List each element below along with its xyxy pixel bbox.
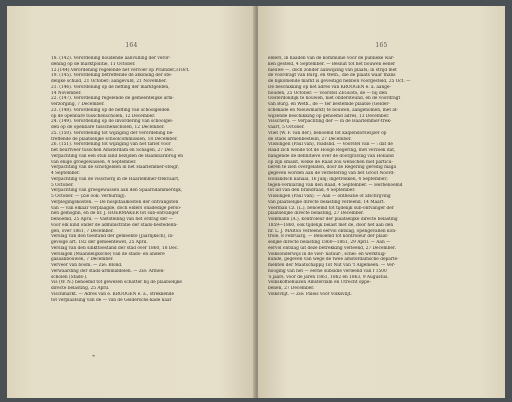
index-line: van plaatselijke directe belasting verleend, 14 Maart. <box>268 199 385 205</box>
index-line: eervol ontslag uit deze betrekking verleend, 27 December. <box>268 245 396 251</box>
index-line: hangende de definitieve over de doorgraving van Holland <box>268 153 394 159</box>
index-line: het beurtveer tusschen Amsterdam en Schagen, 27 Dec. <box>51 148 175 153</box>
index-line: 23. (148). Verordening op de heffing van schoolgelden <box>51 107 170 113</box>
index-line: voor elk kind onder de administratie der stads-bestedelin- <box>51 222 178 228</box>
index-line: Volksonderwijs in de vier- natuur-, schei- en werktuig- <box>268 251 387 257</box>
index-text-block <box>51 56 243 303</box>
index-line: houden, 25 October. — Voorstel ZEGERS, de — bij den <box>268 90 388 96</box>
index-line: hr. L. J. MARSS verleend eervol ontslag, opengevallen kon- <box>268 228 397 234</box>
left-page <box>7 6 256 398</box>
index-text-block <box>268 56 466 298</box>
index-line: De beschikking op het adres van KROOGEN e. a. aange- <box>268 84 391 90</box>
index-line: verzorging, 7 December. <box>51 102 105 107</box>
index-line: van Burg. en Weth., de — ter bestemde plaatse (Gelder- <box>268 102 390 107</box>
index-line: 5 October. <box>51 182 74 188</box>
index-line: dening op de marktpolitie, 11 October. <box>51 61 136 67</box>
index-line: benen, 27 December. <box>268 286 315 291</box>
index-line: Verslag van den toestand der gemeente (Jaarlijksch), in- <box>51 234 174 240</box>
index-line: Verslagen (Maandelijksche) van de stads- en andere <box>51 251 165 257</box>
index-line: 5 October. — (Zie ook: Verhuring). <box>51 194 126 199</box>
index-line: hooging van het — eerne subsidie verleend van f 1500 <box>268 268 387 274</box>
book-spread <box>7 6 505 398</box>
index-line: Verpachting van een stuk land bezijden de Baambaribrug en <box>51 153 184 159</box>
index-line: Hollandsch kanaal, 16 Julij; ingetrokken, 4 September; <box>268 176 388 182</box>
index-line: gegeven worden aan de verbetering van het Groot Noord- <box>268 171 395 176</box>
index-line: treffende de plaatselijke schoolcommissiën, 18 December. <box>51 136 178 142</box>
index-line: Vlissingen (Paul van), roadslid. — Voorstel van — : dat de <box>268 142 393 148</box>
index-line: plaatselijke directe belasting, 27 December. <box>268 211 364 217</box>
index-line: lieren te zien overgelaten, door de Regering geredig maga <box>268 165 397 171</box>
index-line: 25. (150). Verordening tot wijziging der verordening be- <box>51 130 174 136</box>
index-line: op zijn smalst, welke de Raad zou wenschen met particu- <box>268 159 393 165</box>
index-line: 18. (142). Verordening houdende aanvulling der veror- <box>51 56 171 61</box>
index-line: Verpachting van de schotgelden in het Haarlemmer-steigr, <box>51 165 179 171</box>
index-line: Visscherij. — Verpachting der — in de Haarlemmer-trek- <box>268 119 392 125</box>
index-line: de bijkomende markt is gevestigd hebben voorgesteld, 25 Oct. — <box>268 79 411 84</box>
index-line: tegen-verklaring van den Raad, 4 September. — Herbenoemd <box>268 182 403 188</box>
index-line: directe belasting, 25 April. <box>51 286 110 291</box>
index-line: tot verplaatsing van de — van de Gelderschs-kade naar <box>51 297 172 303</box>
index-line: trôle, 8 Februarij. — Benoemd tot kontroleur der plaat- <box>268 234 389 240</box>
index-line: 21. (146). Verordening op de heffing der marktgelden, <box>51 84 170 90</box>
index-line: scholen (Stads-). <box>51 274 88 280</box>
index-line: 14 November. <box>51 90 82 96</box>
index-line: nieuwe —, doch zonder aanwijzing van plaats; in strijd met <box>268 67 397 73</box>
index-line: ken gesteld, 4 September. — Besluit tot het bouwen eener <box>268 61 396 67</box>
index-line: gasaanbouwen, 7 December. <box>51 257 114 263</box>
index-line: Volkskoffiehuizen Amsterdam en Utrecht oppe- <box>268 280 371 286</box>
index-line: op de openbare tusschenscholen, 12 December. <box>51 113 156 119</box>
index-line: Verpachting van groegewassen aan den Spaarndammerdijk, <box>51 188 183 194</box>
index-line: selijke directe belasting 1860—1861, 29 April. — Aan — <box>268 240 391 245</box>
index-line: schekade en Nieuwmarkt) te bouwen, aangenomen, met af- <box>268 107 398 113</box>
index-line: 24. (149). Verordening op de invordering van schoolgel- <box>51 119 174 125</box>
index-line: menten der Maatschappij Tot Nut van 't Algemeen. — Ver- <box>268 263 396 268</box>
index-line: Verslag van den sinkttoestand der stad over 1860, 18 Dec. <box>51 245 179 251</box>
index-line: nen gemoghn, en de hr. J. HOERMAKER tot sub-ontvanger <box>51 211 179 217</box>
index-line: Verveer van boom. — Zie: Blond. <box>51 263 123 268</box>
index-line: 22. (147). Verordening regelende de gemeentelijke arm- <box>51 96 174 102</box>
index-line: Vliet (W. F. van der), benoemd tot kalpendorswijzer op <box>268 130 387 136</box>
index-line: 's jaars, voor de jaren 1861, 1862 en 1863, 9 Augustus. <box>268 274 389 280</box>
index-line: 26. (151). Verordening tot wijziging van het tarief voor <box>51 142 171 148</box>
index-line: van enige groegewassen, 4 September. <box>51 159 137 165</box>
index-line: vaart, 5 October. <box>268 125 305 130</box>
index-line: 19. (145). Verordening betreffende de afkondig der ste- <box>51 73 173 79</box>
index-line: de stads armenbestelin, 27 December. <box>268 136 352 142</box>
index-line: elders, in haaden van de kommunie voor de publieke war- <box>268 56 395 61</box>
index-line: benoemd, 25 April. — Vaststelling van het ordrag der — <box>51 217 173 222</box>
index-line: 12.(144).Verordening regelende het vervoer op Pramder,31Oct. <box>51 67 190 73</box>
index-line: tot lid van den brandraad, 4 September. <box>268 188 356 194</box>
index-line: den op de openbare tusschenscholen, 12 December. <box>51 125 165 130</box>
index-line: Vischmarkt. — Adres van e. KROOGEN e. a., strekkende <box>51 291 175 297</box>
index-line: Vlissingen (Paul van). — Aan — ontheatie of afschrijving <box>268 194 391 199</box>
index-line: Volksvlijt. — Zie: Paleis voor volksvlijt. <box>268 291 352 297</box>
index-line: de voordragt van Burg. en Weth., die de plaats waar thans <box>268 73 396 79</box>
index-line: Raad zich wende tot de Hooge Regering, met verzoek dat, <box>268 148 396 153</box>
index-line: wijzende beschikking op genoemd adres, 13 December. <box>268 113 390 119</box>
index-line: Verwaarding der stads-armmiddelen. — Zie: Armen- <box>51 268 165 274</box>
index-line: van — van elkaar verplaagde, doch elders onadedige perso- <box>51 205 182 211</box>
index-line: gen, over 1861, 7 December. <box>51 228 114 234</box>
index-line: gevolge art. 182 der gemeentewet, 25 April. <box>51 240 148 245</box>
index-line: Verpachting van de visscherij in de Haarlemmer-trekvaart, <box>51 176 180 182</box>
index-line: 4 September. <box>51 171 80 176</box>
index-line: Voerman Cz. (L.), benoemd tot tijdelijk sub-ontvanger der <box>268 205 394 211</box>
index-line: 1859—1860, ook tijdelijk belast met de, door het aan den <box>268 222 394 228</box>
index-line: Verplegingskosten. — De hospitaalkosten der ontvangsten <box>51 199 179 205</box>
printer-ornament: ❧ <box>92 353 96 358</box>
index-line: Vis (W. N.) benoemd tot gewezen schatter bij de plaatselijke <box>51 280 182 286</box>
index-line: Volkmann (A.), kontroleur der plaatselijke directe belasting <box>268 217 398 222</box>
index-line: delijke schuld, 21 October; aangevuld, 21 November. <box>51 79 167 84</box>
index-line: Oosterdokdijk te houwen, niet ondersteund, en de voordragt <box>268 96 401 102</box>
right-page <box>258 6 505 398</box>
page-number: 164 <box>125 42 138 49</box>
page-number: 165 <box>375 42 388 49</box>
index-line: kunde, gegeven van wege de twee amsterdamsche departe- <box>268 257 399 263</box>
